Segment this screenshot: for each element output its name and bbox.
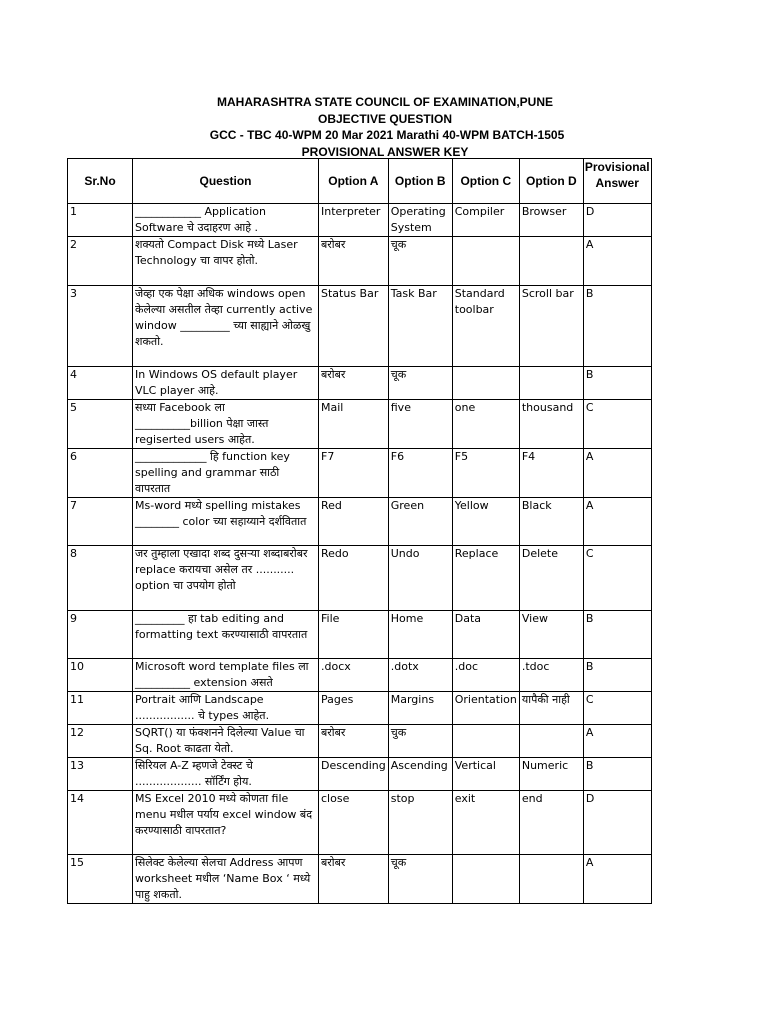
cell-option-c: Standard toolbar (452, 286, 519, 367)
cell-option-d: Numeric (519, 758, 583, 791)
table-row (68, 400, 652, 449)
cell-sr: 11 (68, 692, 133, 725)
cell-option-b: Undo (388, 546, 452, 611)
cell-option-a: Pages (319, 692, 389, 725)
cell-option-b: .dotx (388, 659, 452, 692)
table-row (68, 237, 652, 286)
cell-answer: B (583, 758, 651, 791)
cell-answer: D (583, 791, 651, 855)
cell-option-a: .docx (319, 659, 389, 692)
cell-option-a: बरोबर (319, 237, 389, 286)
cell-option-c: F5 (452, 449, 519, 498)
cell-option-b: चूक (388, 237, 452, 286)
cell-question: Microsoft word template files ला __________ extension असते (133, 659, 319, 692)
cell-option-b: F6 (388, 449, 452, 498)
cell-question: सिलेक्ट केलेल्या सेलचा Address आपण worksheet मधील ‘Name Box ‘ मध्ये पाहु शकतो. (133, 855, 319, 904)
table-row (68, 758, 652, 791)
cell-option-d (519, 237, 583, 286)
cell-option-c: Orientation (452, 692, 519, 725)
cell-option-b: Green (388, 498, 452, 546)
table-row (68, 546, 652, 611)
cell-question: _________ हा tab editing and formatting text करण्यासाठी वापरतात (133, 611, 319, 659)
cell-option-d: यापैकी नाही (519, 692, 583, 725)
cell-option-c: Data (452, 611, 519, 659)
cell-answer: D (583, 204, 651, 237)
col-header-option-a: Option A (319, 159, 389, 204)
cell-answer: B (583, 286, 651, 367)
cell-option-b: Ascending (388, 758, 452, 791)
cell-option-d: Browser (519, 204, 583, 237)
table-row (68, 498, 652, 546)
cell-question: _____________ हि function key spelling and grammar साठी वापरतात (133, 449, 319, 498)
cell-option-d (519, 367, 583, 400)
cell-option-d: .tdoc (519, 659, 583, 692)
table-header-row (68, 159, 652, 204)
cell-question: जर तुम्हाला एखादा शब्द दुसऱ्या शब्दाबरोबर replace करायचा असेल तर ........... option चा उपयोग होतो (133, 546, 319, 611)
cell-question: Ms-word मध्ये spelling mistakes ________ color च्या सहाय्याने दर्शवितात (133, 498, 319, 546)
col-header-question: Question (133, 159, 319, 204)
document-type: OBJECTIVE QUESTION (317, 111, 453, 126)
cell-option-c (452, 367, 519, 400)
cell-sr: 4 (68, 367, 133, 400)
cell-answer: A (583, 449, 651, 498)
cell-option-b: Margins (388, 692, 452, 725)
cell-option-a: बरोबर (319, 725, 389, 758)
cell-option-b: चूक (388, 855, 452, 904)
table-row (68, 204, 652, 237)
cell-option-a: File (319, 611, 389, 659)
cell-option-a: Descending (319, 758, 389, 791)
cell-question: सिरियल A-Z म्हणजे टेक्स्ट चे ................... सॉर्टिंग होय. (133, 758, 319, 791)
cell-sr: 6 (68, 449, 133, 498)
cell-question: सध्या Facebook ला __________billion पेक्षा जास्त regiserted users आहेत. (133, 400, 319, 449)
cell-sr: 5 (68, 400, 133, 449)
cell-question: In Windows OS default player VLC player आहे. (133, 367, 319, 400)
cell-option-c: .doc (452, 659, 519, 692)
cell-question: ____________ Application Software चे उदाहरण आहे . (133, 204, 319, 237)
table-row (68, 611, 652, 659)
cell-option-a: बरोबर (319, 855, 389, 904)
cell-option-c (452, 725, 519, 758)
cell-option-a: बरोबर (319, 367, 389, 400)
cell-sr: 10 (68, 659, 133, 692)
cell-answer: A (583, 498, 651, 546)
cell-option-d: F4 (519, 449, 583, 498)
cell-option-c: Vertical (452, 758, 519, 791)
cell-sr: 14 (68, 791, 133, 855)
cell-option-d: Black (519, 498, 583, 546)
cell-sr: 7 (68, 498, 133, 546)
col-header-option-c: Option C (452, 159, 519, 204)
table-row (68, 692, 652, 725)
table-row (68, 791, 652, 855)
answer-key-table (67, 158, 652, 904)
cell-question: जेव्हा एक पेक्षा अधिक windows open केलेल्या असतील तेव्हा currently active window _________ च्या साह्याने ओळखु शकतो. (133, 286, 319, 367)
cell-option-a: Red (319, 498, 389, 546)
cell-option-c: exit (452, 791, 519, 855)
cell-option-b: Operating System (388, 204, 452, 237)
cell-option-c (452, 237, 519, 286)
cell-sr: 8 (68, 546, 133, 611)
cell-option-b: Home (388, 611, 452, 659)
cell-option-b: five (388, 400, 452, 449)
cell-sr: 12 (68, 725, 133, 758)
cell-option-a: F7 (319, 449, 389, 498)
cell-option-a: Redo (319, 546, 389, 611)
cell-answer: C (583, 546, 651, 611)
cell-sr: 15 (68, 855, 133, 904)
cell-question: SQRT() या फंक्शनने दिलेल्या Value चा Sq. Root काढता येतो. (133, 725, 319, 758)
exam-details: GCC - TBC 40-WPM 20 Mar 2021 Marathi 40-WPM BATCH-1505 (209, 128, 565, 142)
cell-question: शक्यतो Compact Disk मध्ये Laser Technology चा वापर होतो. (133, 237, 319, 286)
col-header-answer: Provisional Answer (583, 159, 651, 204)
cell-option-a: Mail (319, 400, 389, 449)
cell-option-a: close (319, 791, 389, 855)
council-title: MAHARASHTRA STATE COUNCIL OF EXAMINATION,PUNE (217, 95, 553, 109)
col-header-option-b: Option B (388, 159, 452, 204)
cell-option-b: stop (388, 791, 452, 855)
document-header (0, 94, 770, 160)
cell-option-d: thousand (519, 400, 583, 449)
cell-option-d: end (519, 791, 583, 855)
table-row (68, 659, 652, 692)
cell-option-c: Yellow (452, 498, 519, 546)
cell-option-d (519, 855, 583, 904)
cell-sr: 1 (68, 204, 133, 237)
cell-option-a: Status Bar (319, 286, 389, 367)
cell-option-c: Compiler (452, 204, 519, 237)
cell-sr: 13 (68, 758, 133, 791)
cell-answer: A (583, 855, 651, 904)
cell-option-b: चुक (388, 725, 452, 758)
cell-option-d: Delete (519, 546, 583, 611)
col-header-option-d: Option D (519, 159, 583, 204)
cell-answer: A (583, 237, 651, 286)
cell-answer: A (583, 725, 651, 758)
cell-option-c: one (452, 400, 519, 449)
cell-answer: C (583, 692, 651, 725)
cell-option-c (452, 855, 519, 904)
answer-key-title: PROVISIONAL ANSWER KEY (301, 144, 469, 159)
table-row (68, 725, 652, 758)
cell-option-d: View (519, 611, 583, 659)
table-row (68, 367, 652, 400)
cell-sr: 2 (68, 237, 133, 286)
cell-option-d (519, 725, 583, 758)
cell-answer: C (583, 400, 651, 449)
cell-question: Portrait आणि Landscape ................. चे types आहेत. (133, 692, 319, 725)
cell-option-b: Task Bar (388, 286, 452, 367)
cell-answer: B (583, 611, 651, 659)
cell-option-c: Replace (452, 546, 519, 611)
cell-answer: B (583, 659, 651, 692)
table-row (68, 286, 652, 367)
cell-option-a: Interpreter (319, 204, 389, 237)
table-row (68, 855, 652, 904)
cell-sr: 3 (68, 286, 133, 367)
cell-option-d: Scroll bar (519, 286, 583, 367)
table-row (68, 449, 652, 498)
cell-answer: B (583, 367, 651, 400)
cell-sr: 9 (68, 611, 133, 659)
cell-question: MS Excel 2010 मध्ये कोणता file menu मधील पर्याय excel window बंद करण्यासाठी वापरतात? (133, 791, 319, 855)
col-header-sr: Sr.No (68, 159, 133, 204)
cell-option-b: चूक (388, 367, 452, 400)
